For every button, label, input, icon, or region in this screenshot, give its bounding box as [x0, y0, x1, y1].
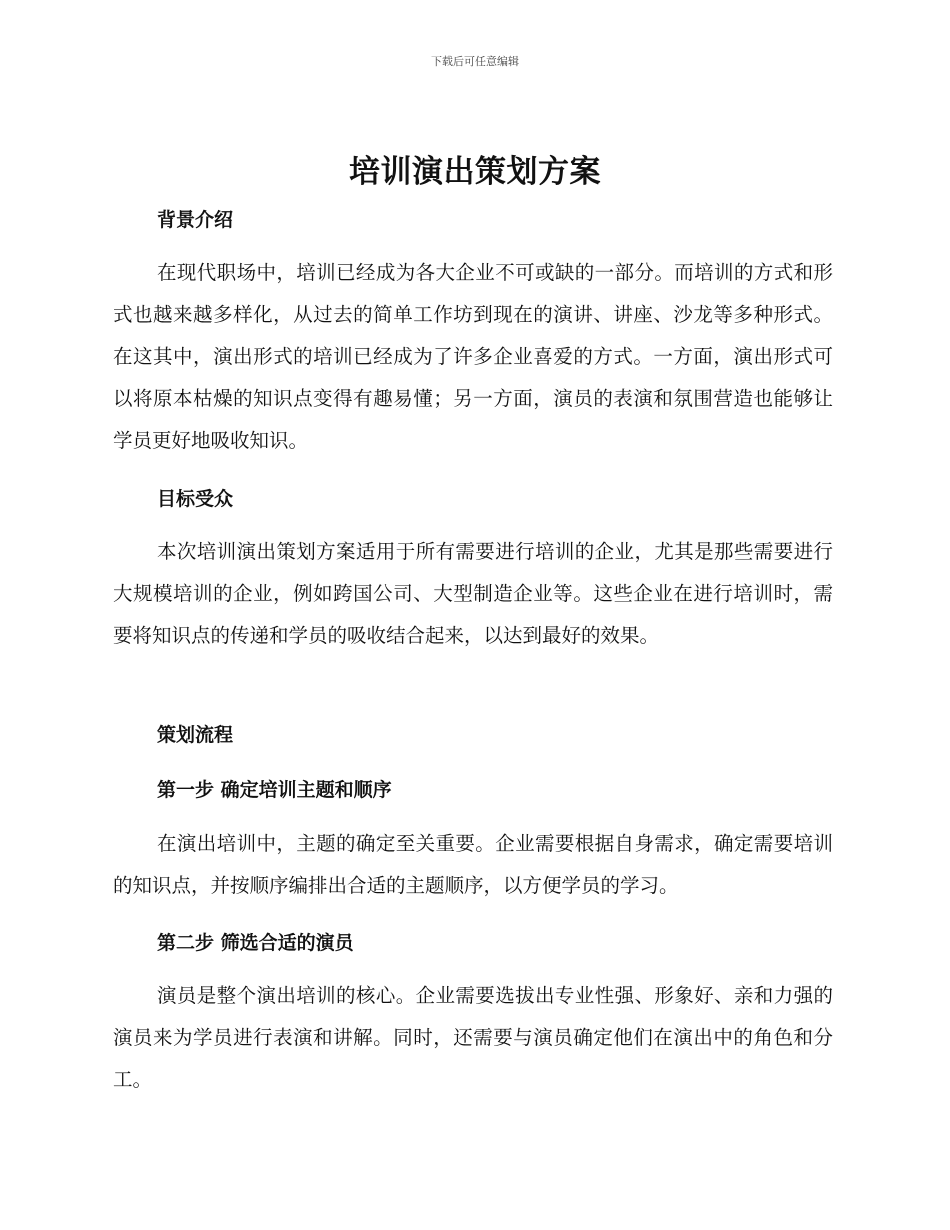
- step2-paragraph: 演员是整个演出培训的核心。企业需要选拔出专业性强、形象好、亲和力强的演员来为学员进行表演和讲解。同时，还需要与演员确定他们在演出中的角色和分工。: [113, 984, 833, 1091]
- section-heading-background: 背景介绍: [157, 209, 234, 231]
- step1-heading: 第一步 确定培训主题和顺序: [157, 779, 392, 801]
- step2-heading: 第二步 筛选合适的演员: [157, 932, 354, 954]
- document-title: 培训演出策划方案: [349, 154, 601, 190]
- step1-paragraph: 在演出培训中，主题的确定至关重要。企业需要根据自身需求，确定需要培训的知识点，并按顺序编排出合适的主题顺序，以方便学员的学习。: [113, 832, 833, 897]
- section-heading-process: 策划流程: [157, 724, 234, 746]
- header-note: 下载后可任意编辑: [431, 55, 519, 68]
- section-paragraph-background: 在现代职场中，培训已经成为各大企业不可或缺的一部分。而培训的方式和形式也越来越多样化，从过去的简单工作坊到现在的演讲、讲座、沙龙等多种形式。在这其中，演出形式的培训已经成为了许多企业喜爱的方式。一方面，演出形式可以将原本枯燥的知识点变得有趣易懂；另一方面，演员的表演和氛围营造也能够让学员更好地吸收知识。: [113, 261, 833, 452]
- section-paragraph-audience: 本次培训演出策划方案适用于所有需要进行培训的企业，尤其是那些需要进行大规模培训的企业，例如跨国公司、大型制造企业等。这些企业在进行培训时，需要将知识点的传递和学员的吸收结合起来，以达到最好的效果。: [113, 540, 833, 647]
- section-heading-audience: 目标受众: [157, 488, 234, 510]
